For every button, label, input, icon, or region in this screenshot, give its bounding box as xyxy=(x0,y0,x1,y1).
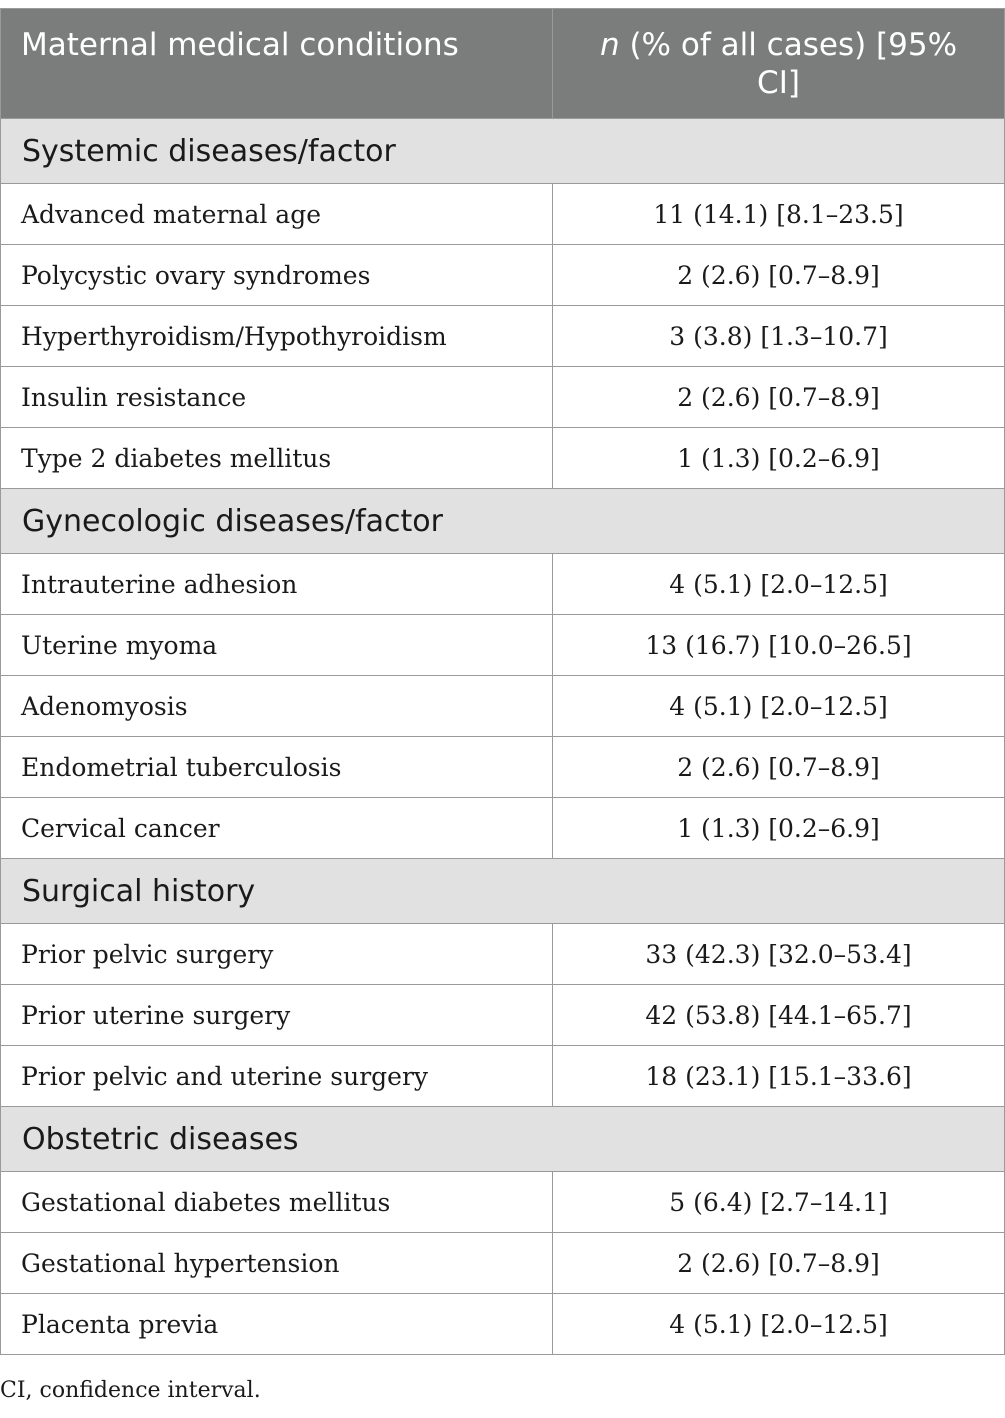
table-row xyxy=(1,428,1005,489)
table-row xyxy=(1,306,1005,367)
section-title: Surgical history xyxy=(1,859,1005,924)
row-label: Polycystic ovary syndromes xyxy=(1,245,553,306)
row-value: 13 (16.7) [10.0–26.5] xyxy=(553,615,1005,676)
section-row-surgical xyxy=(1,859,1005,924)
row-value: 5 (6.4) [2.7–14.1] xyxy=(553,1172,1005,1233)
row-label: Uterine myoma xyxy=(1,615,553,676)
row-value: 4 (5.1) [2.0–12.5] xyxy=(553,554,1005,615)
conditions-table xyxy=(0,8,1005,1355)
header-percent-ci: (% of all cases) [95% CI] xyxy=(619,27,958,101)
row-value: 1 (1.3) [0.2–6.9] xyxy=(553,428,1005,489)
table-row xyxy=(1,367,1005,428)
row-value: 2 (2.6) [0.7–8.9] xyxy=(553,737,1005,798)
header-conditions: Maternal medical conditions xyxy=(1,9,553,119)
row-label: Endometrial tuberculosis xyxy=(1,737,553,798)
table-row xyxy=(1,1172,1005,1233)
table-row xyxy=(1,1046,1005,1107)
section-row-systemic xyxy=(1,119,1005,184)
row-value: 2 (2.6) [0.7–8.9] xyxy=(553,367,1005,428)
row-label: Gestational diabetes mellitus xyxy=(1,1172,553,1233)
row-value: 4 (5.1) [2.0–12.5] xyxy=(553,1294,1005,1355)
row-value: 2 (2.6) [0.7–8.9] xyxy=(553,1233,1005,1294)
row-label: Insulin resistance xyxy=(1,367,553,428)
row-value: 3 (3.8) [1.3–10.7] xyxy=(553,306,1005,367)
table-row xyxy=(1,737,1005,798)
table-header-row xyxy=(1,9,1005,119)
row-value: 33 (42.3) [32.0–53.4] xyxy=(553,924,1005,985)
row-label: Intrauterine adhesion xyxy=(1,554,553,615)
table-row xyxy=(1,184,1005,245)
row-value: 1 (1.3) [0.2–6.9] xyxy=(553,798,1005,859)
header-n: n xyxy=(599,27,620,63)
row-value: 42 (53.8) [44.1–65.7] xyxy=(553,985,1005,1046)
table-row xyxy=(1,924,1005,985)
row-label: Prior uterine surgery xyxy=(1,985,553,1046)
row-label: Prior pelvic and uterine surgery xyxy=(1,1046,553,1107)
row-label: Prior pelvic surgery xyxy=(1,924,553,985)
row-value: 4 (5.1) [2.0–12.5] xyxy=(553,676,1005,737)
header-n-percent-ci xyxy=(553,9,1005,119)
table-row xyxy=(1,798,1005,859)
row-label: Gestational hypertension xyxy=(1,1233,553,1294)
section-title: Gynecologic diseases/factor xyxy=(1,489,1005,554)
row-label: Advanced maternal age xyxy=(1,184,553,245)
row-label: Adenomyosis xyxy=(1,676,553,737)
table-row xyxy=(1,985,1005,1046)
table-row xyxy=(1,1294,1005,1355)
table-row xyxy=(1,1233,1005,1294)
table-row xyxy=(1,615,1005,676)
row-value: 2 (2.6) [0.7–8.9] xyxy=(553,245,1005,306)
row-label: Placenta previa xyxy=(1,1294,553,1355)
row-label: Type 2 diabetes mellitus xyxy=(1,428,553,489)
row-label: Cervical cancer xyxy=(1,798,553,859)
row-label: Hyperthyroidism/Hypothyroidism xyxy=(1,306,553,367)
table-row xyxy=(1,554,1005,615)
table-row xyxy=(1,676,1005,737)
section-title: Obstetric diseases xyxy=(1,1107,1005,1172)
section-title: Systemic diseases/factor xyxy=(1,119,1005,184)
section-row-gynecologic xyxy=(1,489,1005,554)
section-row-obstetric xyxy=(1,1107,1005,1172)
row-value: 18 (23.1) [15.1–33.6] xyxy=(553,1046,1005,1107)
table-footnote: CI, confidence interval. xyxy=(0,1378,261,1403)
table-row xyxy=(1,245,1005,306)
row-value: 11 (14.1) [8.1–23.5] xyxy=(553,184,1005,245)
